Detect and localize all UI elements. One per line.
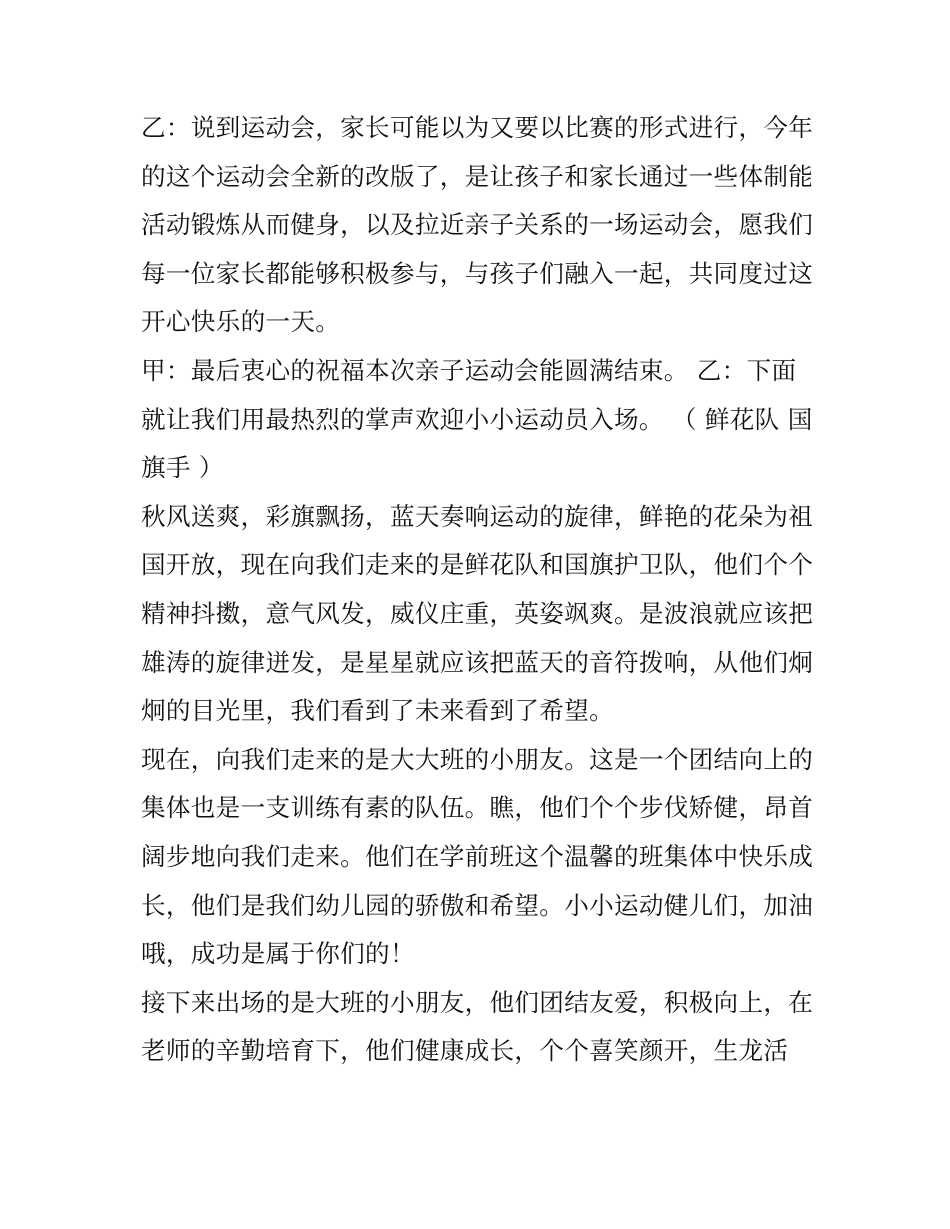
text-line: 长，他们是我们幼儿园的骄傲和希望。小小运动健儿们，加油 (141, 890, 814, 920)
text-line: 乙：说到运动会，家长可能以为又要以比赛的形式进行，今年 (141, 113, 814, 142)
text-line: 国开放，现在向我们走来的是鲜花队和国旗护卫队，他们个个 (141, 550, 814, 580)
text-line: 秋风送爽，彩旗飘扬，蓝天奏响运动的旋律，鲜艳的花朵为祖 (141, 501, 814, 531)
text-line: 开心快乐的一天。 (141, 307, 341, 337)
text-line: 炯的目光里，我们看到了未来看到了希望。 (141, 696, 614, 726)
text-line: 精神抖擞，意气风发，威仪庄重，英姿飒爽。是波浪就应该把 (141, 598, 814, 628)
text-line: 旗手 ） (141, 453, 224, 483)
text-line: 接下来出场的是大班的小朋友，他们团结友爱，积极向上，在 (141, 987, 814, 1017)
text-line: 雄涛的旋律迸发，是星星就应该把蓝天的音符拨响，从他们炯 (141, 647, 814, 677)
text-line: 活动锻炼从而健身，以及拉近亲子关系的一场运动会，愿我们 (141, 210, 814, 240)
text-line: 的这个运动会全新的改版了，是让孩子和家长通过一些体制能 (141, 161, 814, 191)
text-line: 老师的辛勤培育下，他们健康成长，个个喜笑颜开，生龙活 (141, 1036, 789, 1066)
text-line: 每一位家长都能够积极参与，与孩子们融入一起，共同度过这 (141, 258, 814, 288)
text-line: 集体也是一支训练有素的队伍。瞧，他们个个步伐矫健，昂首 (141, 793, 814, 823)
text-line: 哦，成功是属于你们的！ (141, 939, 415, 969)
text-line: 就让我们用最热烈的掌声欢迎小小运动员入场。 （ 鲜花队 国 (141, 404, 813, 434)
text-line: 现在，向我们走来的是大大班的小朋友。这是一个团结向上的 (141, 744, 814, 774)
text-line: 甲：最后衷心的祝福本次亲子运动会能圆满结束。 乙：下面 (141, 355, 797, 385)
text-line: 阔步地向我们走来。他们在学前班这个温馨的班集体中快乐成 (141, 841, 814, 871)
document-body (141, 104, 815, 1076)
